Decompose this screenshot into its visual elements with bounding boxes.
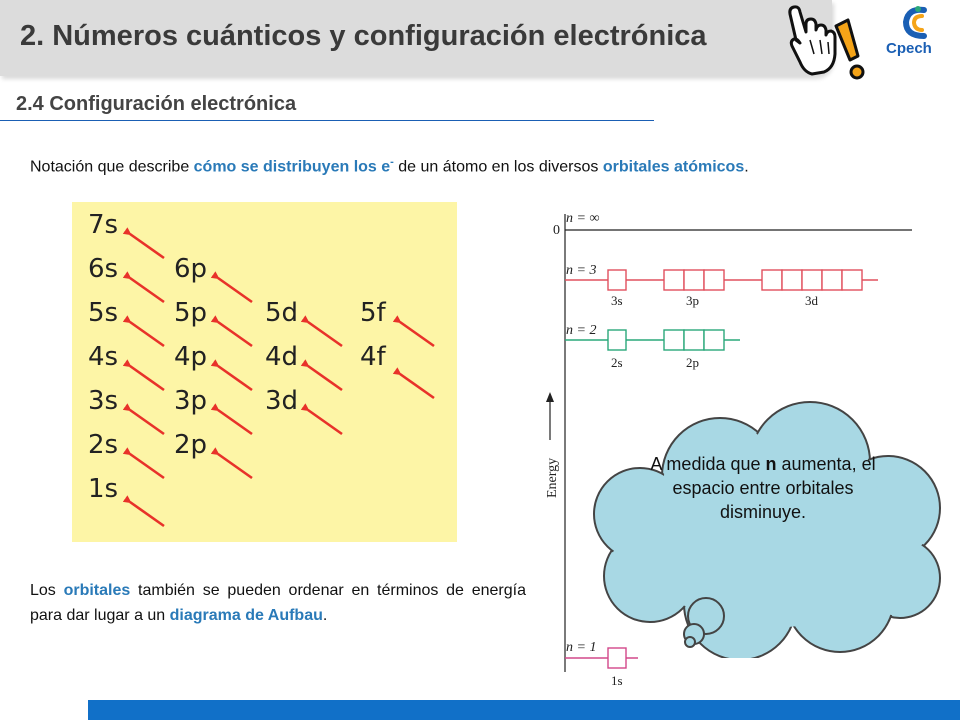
orbital-label: 6s [88, 254, 119, 284]
exclamation-icon [836, 20, 863, 78]
orbital-box [704, 330, 724, 350]
level-label-inf: n = ∞ [566, 211, 600, 226]
subtitle-underline [0, 120, 654, 121]
orbital-label: 3p [174, 386, 208, 416]
thought-cloud-callout [570, 398, 950, 658]
logo-text: Cpech [886, 40, 932, 57]
orbital-box [684, 270, 704, 290]
orbital-label: 2s [611, 355, 623, 370]
intro-highlight-1: cómo se distribuyen los e [193, 158, 391, 176]
arrow-icon [218, 410, 252, 434]
arrow-group [130, 234, 434, 526]
callout-text-1: A medida que [650, 454, 766, 474]
orbital-label: 5p [174, 298, 208, 328]
orbital-box [664, 330, 684, 350]
orbital-label: 2s [88, 430, 119, 460]
orbital-box [802, 270, 822, 290]
orbital-label: 4f [360, 342, 386, 372]
orbital-label: 5d [265, 298, 299, 328]
zero-label: 0 [553, 223, 560, 238]
orbital-label: 4d [265, 342, 299, 372]
orbital-boxes-n2 [608, 330, 724, 350]
orbital-label: 7s [88, 210, 119, 240]
orbital-box [762, 270, 782, 290]
electron-superscript: - [390, 156, 394, 168]
title-bar [0, 0, 832, 76]
aufbau-text-3: . [322, 607, 328, 624]
callout-text-2: aumenta, el espacio entre orbitales disminuye. [672, 454, 876, 522]
filling-order-arrows [72, 202, 457, 542]
section-subtitle: 2.4 Configuración electrónica [16, 93, 297, 115]
orbital-label: 3p [686, 293, 699, 308]
arrow-icon [308, 366, 342, 390]
arrow-icon [130, 502, 164, 526]
arrow-icon [218, 322, 252, 346]
arrow-icon [218, 366, 252, 390]
arrow-icon [130, 454, 164, 478]
arrow-icon [130, 410, 164, 434]
arrow-icon [218, 454, 252, 478]
orbital-label: 5s [88, 298, 119, 328]
orbital-label: 5f [360, 298, 386, 328]
intro-text-1: Notación que describe [30, 158, 194, 176]
aufbau-grid [72, 202, 457, 542]
level-label-n2: n = 2 [566, 323, 597, 338]
arrow-icon [308, 322, 342, 346]
orbital-box [608, 270, 626, 290]
orbital-box [608, 330, 626, 350]
intro-paragraph [30, 150, 916, 179]
arrow-icon [400, 322, 434, 346]
page-title: 2. Números cuánticos y configuración electrónica [20, 20, 707, 52]
orbital-box [822, 270, 842, 290]
arrow-icon [130, 278, 164, 302]
orbital-label: 1s [88, 474, 119, 504]
aufbau-highlight-2: diagrama de Aufbau [169, 607, 323, 624]
orbital-label: 4s [88, 342, 119, 372]
orbital-box [684, 330, 704, 350]
callout-text [632, 452, 894, 524]
aufbau-text-1: Los [30, 582, 64, 599]
arrow-icon [308, 410, 342, 434]
arrow-icon [130, 366, 164, 390]
aufbau-highlight-1: orbitales [63, 582, 131, 599]
arrow-icon [130, 322, 164, 346]
orbital-box [842, 270, 862, 290]
orbital-label: 2p [686, 355, 699, 370]
pointing-hand-icon [778, 0, 878, 90]
orbital-label: 6p [174, 254, 208, 284]
intro-highlight-2: orbitales atómicos [602, 158, 745, 176]
level-label-n1: n = 1 [566, 640, 597, 655]
aufbau-text-2: también se pueden ordenar en términos de energía para dar lugar a un [30, 582, 526, 624]
orbital-label: 1s [611, 673, 623, 688]
aufbau-paragraph [30, 578, 526, 628]
orbital-label: 3d [265, 386, 299, 416]
cpech-logo-icon [884, 4, 954, 44]
arrow-icon [218, 278, 252, 302]
energy-axis-label: Energy [545, 457, 560, 498]
orbital-label: 4p [174, 342, 208, 372]
arrow-icon [400, 374, 434, 398]
orbital-box [782, 270, 802, 290]
footer-bar [88, 700, 960, 720]
orbital-label: 2p [174, 430, 208, 460]
orbital-box [704, 270, 724, 290]
arrow-icon [130, 234, 164, 258]
cpech-logo [884, 4, 954, 70]
callout-bold-n: n [765, 454, 777, 474]
orbital-label: 3d [805, 293, 818, 308]
orbital-label: 3s [611, 293, 623, 308]
orbital-label: 3s [88, 386, 119, 416]
intro-text-3: . [744, 158, 749, 176]
energy-arrowhead-icon [546, 392, 554, 402]
orbital-box [664, 270, 684, 290]
level-label-n3: n = 3 [566, 263, 597, 278]
intro-text-2: de un átomo en los diversos [393, 158, 603, 176]
